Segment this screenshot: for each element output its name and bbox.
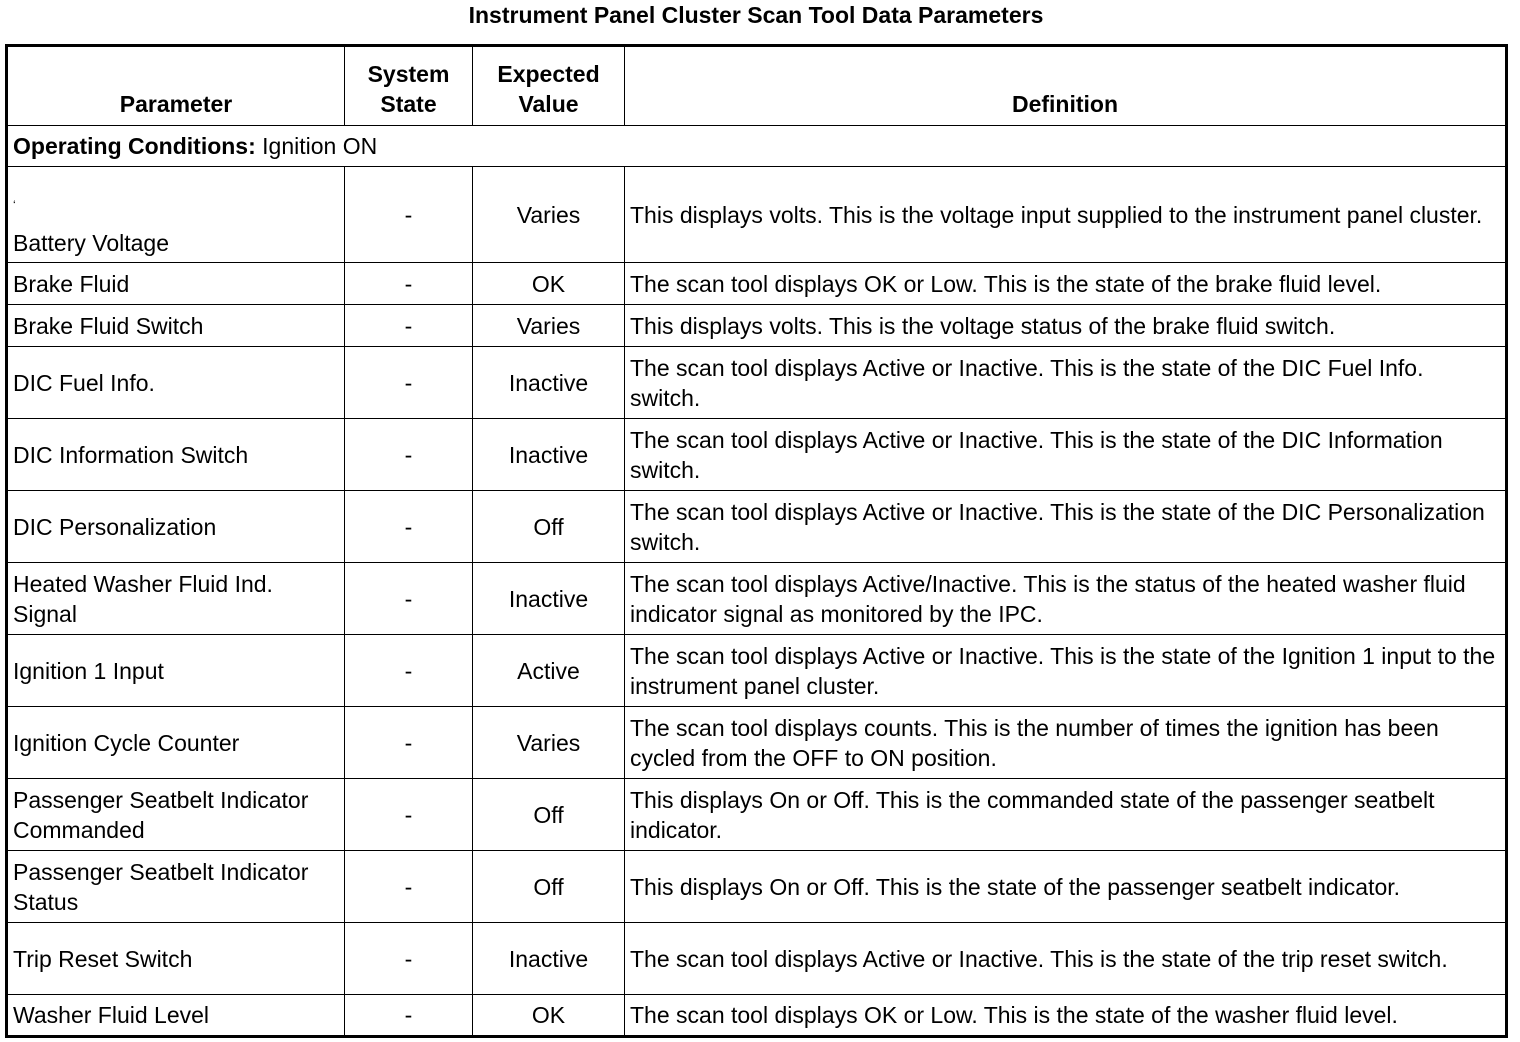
stray-mark: ‘ <box>13 198 16 212</box>
expected-value-cell: Varies <box>473 707 625 779</box>
system-state-cell: - <box>345 419 473 491</box>
definition-cell: The scan tool displays OK or Low. This is the state of the brake fluid level. <box>625 263 1507 305</box>
table-row <box>7 563 1507 635</box>
parameter-cell <box>7 419 345 491</box>
header-definition: Definition <box>625 46 1507 126</box>
table-row <box>7 263 1507 305</box>
definition-cell: The scan tool displays Active/Inactive. This is the status of the heated washer fluid indicator signal as monitored by the IPC. <box>625 563 1507 635</box>
parameter-name: Passenger Seatbelt Indicator Status <box>13 858 309 915</box>
system-state-cell: - <box>345 707 473 779</box>
header-system-state: System State <box>345 46 473 126</box>
expected-value-cell: Off <box>473 491 625 563</box>
expected-value-cell: Off <box>473 851 625 923</box>
system-state-cell: - <box>345 167 473 263</box>
definition-cell: This displays On or Off. This is the state of the passenger seatbelt indicator. <box>625 851 1507 923</box>
operating-conditions-label: Operating Conditions: <box>13 133 256 159</box>
parameter-cell <box>7 707 345 779</box>
system-state-cell: - <box>345 347 473 419</box>
definition-cell: This displays volts. This is the voltage status of the brake fluid switch. <box>625 305 1507 347</box>
table-row <box>7 167 1507 263</box>
table-row <box>7 347 1507 419</box>
expected-value-cell: Active <box>473 635 625 707</box>
parameter-name: Brake Fluid <box>13 270 130 297</box>
parameters-table <box>5 44 1508 1038</box>
parameter-name: DIC Fuel Info. <box>13 369 155 396</box>
system-state-cell: - <box>345 563 473 635</box>
table-row <box>7 419 1507 491</box>
system-state-cell: - <box>345 779 473 851</box>
expected-value-cell: Inactive <box>473 563 625 635</box>
expected-value-cell: OK <box>473 263 625 305</box>
expected-value-cell: Inactive <box>473 419 625 491</box>
definition-cell: This displays volts. This is the voltage input supplied to the instrument panel cluster. <box>625 167 1507 263</box>
parameter-name: Washer Fluid Level <box>13 1002 210 1028</box>
parameter-cell <box>7 167 345 263</box>
system-state-cell: - <box>345 263 473 305</box>
system-state-cell: - <box>345 995 473 1037</box>
expected-value-cell: Inactive <box>473 923 625 995</box>
expected-value-cell: Varies <box>473 167 625 263</box>
expected-value-cell: Varies <box>473 305 625 347</box>
parameter-cell <box>7 923 345 995</box>
definition-cell: The scan tool displays Active or Inactive. This is the state of the Ignition 1 input to the instrument panel cluster. <box>625 635 1507 707</box>
parameter-cell <box>7 347 345 419</box>
parameter-name: DIC Information Switch <box>13 441 249 468</box>
system-state-cell: - <box>345 635 473 707</box>
parameter-name: Passenger Seatbelt Indicator Commanded <box>13 786 309 843</box>
table-row <box>7 923 1507 995</box>
definition-cell: The scan tool displays OK or Low. This is the state of the washer fluid level. <box>625 995 1507 1037</box>
system-state-cell: - <box>345 851 473 923</box>
table-row <box>7 491 1507 563</box>
expected-value-cell: OK <box>473 995 625 1037</box>
table-row <box>7 305 1507 347</box>
parameter-name: Ignition Cycle Counter <box>13 729 240 756</box>
parameter-name: Trip Reset Switch <box>13 945 193 972</box>
definition-cell: This displays On or Off. This is the commanded state of the passenger seatbelt indicator. <box>625 779 1507 851</box>
definition-cell: The scan tool displays Active or Inactive. This is the state of the DIC Personalization switch. <box>625 491 1507 563</box>
expected-value-cell: Inactive <box>473 347 625 419</box>
system-state-cell: - <box>345 491 473 563</box>
definition-cell: The scan tool displays Active or Inactive. This is the state of the trip reset switch. <box>625 923 1507 995</box>
operating-conditions-row <box>7 126 1507 167</box>
parameter-name: Brake Fluid Switch <box>13 312 204 339</box>
parameter-cell <box>7 491 345 563</box>
parameter-name: DIC Personalization <box>13 513 217 540</box>
table-row <box>7 635 1507 707</box>
parameter-cell <box>7 635 345 707</box>
header-expected-value: Expected Value <box>473 46 625 126</box>
table-row <box>7 851 1507 923</box>
parameter-cell <box>7 779 345 851</box>
page-title: Instrument Panel Cluster Scan Tool Data Parameters <box>468 2 1044 28</box>
system-state-cell: - <box>345 305 473 347</box>
definition-cell: The scan tool displays Active or Inactive. This is the state of the DIC Information switch. <box>625 419 1507 491</box>
parameter-cell <box>7 995 345 1037</box>
header-row <box>7 46 1507 126</box>
table-row <box>7 995 1507 1037</box>
parameter-name: Heated Washer Fluid Ind. Signal <box>13 570 273 627</box>
expected-value-cell: Off <box>473 779 625 851</box>
parameter-cell <box>7 305 345 347</box>
header-parameter: Parameter <box>7 46 345 126</box>
parameter-cell <box>7 851 345 923</box>
definition-cell: The scan tool displays counts. This is the number of times the ignition has been cycled from the OFF to ON position. <box>625 707 1507 779</box>
table-row <box>7 707 1507 779</box>
definition-cell: The scan tool displays Active or Inactive. This is the state of the DIC Fuel Info. switch. <box>625 347 1507 419</box>
parameter-name: Battery Voltage <box>13 230 169 256</box>
table-row <box>7 779 1507 851</box>
system-state-cell: - <box>345 923 473 995</box>
operating-conditions-value: Ignition ON <box>255 133 378 159</box>
parameter-name: Ignition 1 Input <box>13 657 164 684</box>
parameter-cell <box>7 263 345 305</box>
parameter-cell <box>7 563 345 635</box>
